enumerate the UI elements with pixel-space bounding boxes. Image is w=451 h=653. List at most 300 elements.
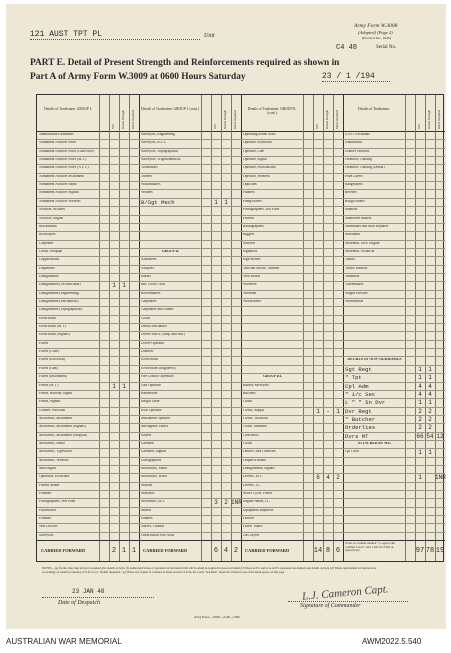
strength-value: 54	[426, 432, 434, 440]
row-divider	[241, 256, 343, 257]
part-e-title: PART E. Detail of Present Strength and Reinforcements required as shown in	[30, 58, 340, 68]
column-header: Details of Tradesmen.	[358, 107, 390, 111]
row-divider	[37, 173, 139, 174]
trade-label: Hills Operator	[141, 408, 162, 412]
row-divider	[343, 206, 445, 207]
trade-label: Painters	[243, 191, 255, 195]
carried-forward-value: 8	[325, 547, 331, 556]
row-divider	[241, 465, 343, 466]
row-divider	[343, 482, 445, 483]
trade-label: Photographers, Wet Plate	[39, 500, 76, 504]
row-divider	[343, 139, 445, 140]
trade-label: " i/c Sec	[345, 391, 376, 398]
row-divider	[139, 281, 241, 282]
trade-label: Coach Trimmers	[243, 425, 268, 429]
strength-value: 1NR	[231, 499, 242, 507]
row-divider	[139, 490, 241, 491]
row-divider	[241, 415, 343, 416]
row-divider	[139, 290, 241, 291]
trade-label: Armament Artificer Wireless	[39, 199, 81, 203]
row-divider	[139, 306, 241, 307]
trade-label: Driver-Operator	[141, 341, 165, 345]
trade-label: Artificer, Engine	[39, 216, 64, 220]
form-number: Army Form W.3008	[354, 23, 398, 29]
trade-label: Mechanics, Instrument (Surgical)	[39, 433, 88, 437]
column-header: Details of Tradesmen. GROUP I.	[44, 107, 92, 111]
trade-label: Operator, Keyboard	[243, 141, 272, 145]
row-divider	[343, 173, 445, 174]
carried-forward-value: 2	[111, 547, 117, 556]
trade-label: Saddlers	[345, 208, 358, 212]
value-column-header: Posted Strength	[121, 110, 125, 129]
trade-label: Operator, Signal	[243, 158, 267, 162]
carried-forward-label: CARRIED FORWARD	[41, 549, 86, 553]
trade-label: Welders	[141, 191, 153, 195]
signature-line	[288, 601, 408, 602]
row-divider	[343, 198, 445, 199]
row-divider	[37, 256, 139, 257]
trade-label: Drivers, I.C.	[243, 483, 261, 487]
trade-label: Photowriter	[39, 508, 56, 512]
strength-value: 2	[336, 474, 340, 482]
row-divider	[343, 457, 445, 458]
trade-label: Cooks	[243, 441, 253, 445]
trade-label: Armament Artificer Fitter	[39, 141, 77, 145]
trade-label: Armourers	[141, 258, 157, 262]
trade-label: Fitters (Gun)	[39, 366, 58, 370]
carried-forward-value: 6	[335, 547, 341, 556]
row-divider	[139, 473, 241, 474]
row-divider	[139, 265, 241, 266]
strength-value: 3	[214, 499, 218, 507]
row-divider	[241, 173, 343, 174]
trade-label: Rough Riders	[345, 199, 365, 203]
trade-label: Armament Artificer Instrument	[39, 174, 84, 178]
trade-label: Fitters (Instrument)	[39, 375, 68, 379]
row-divider	[241, 423, 343, 424]
row-divider	[241, 382, 343, 383]
value-column-header: W.E.	[417, 123, 421, 129]
value-column-header: Reinf. Required	[335, 109, 339, 129]
row-divider	[37, 206, 139, 207]
strength-value: 1	[428, 399, 432, 407]
value-column-header: Reinf. Required	[437, 109, 441, 129]
row-divider	[139, 515, 241, 516]
row-divider	[241, 148, 343, 149]
row-divider	[139, 398, 241, 399]
row-divider	[343, 156, 445, 157]
carried-forward-value: 4	[223, 547, 229, 556]
row-divider	[37, 523, 139, 524]
trade-label: Draughtsmen	[39, 274, 59, 278]
trade-label: Draughtsmen (Mechanical)	[39, 300, 79, 303]
trade-label: Clerks, Supply	[243, 408, 265, 412]
row-divider	[37, 181, 139, 182]
row-divider	[139, 457, 241, 458]
trade-label: Assayers	[141, 266, 154, 270]
trade-label: Surveyors, Topographical	[141, 149, 179, 153]
row-divider	[37, 515, 139, 516]
row-divider	[37, 432, 139, 433]
row-divider	[37, 407, 139, 408]
row-divider	[343, 515, 445, 516]
row-divider	[37, 498, 139, 499]
trade-label: Blacksmiths	[39, 224, 57, 228]
row-divider	[343, 498, 445, 499]
footer-credit: AUSTRALIAN WAR MEMORIAL	[6, 637, 122, 646]
trade-label: Dental Mechanics	[141, 325, 168, 329]
trade-label: Storemen, Tech. Engine	[345, 241, 380, 245]
value-column-header: Posted Strength	[223, 110, 227, 129]
trade-label: Electricians (M.T.)	[39, 325, 67, 329]
row-divider	[343, 148, 445, 149]
printer-imprint: ASQ Press—2269—2/48—10M	[194, 615, 240, 619]
strength-value: 1	[224, 198, 228, 206]
row-divider	[37, 148, 139, 149]
trade-label: Riveters	[345, 191, 357, 195]
trade-label: Draughtsmen, Signals	[243, 467, 275, 470]
strength-value: 1	[418, 474, 422, 482]
row-divider	[139, 348, 241, 349]
trade-label: Concretors	[243, 433, 259, 437]
row-divider	[343, 248, 445, 249]
row-divider	[241, 315, 343, 316]
row-divider	[37, 482, 139, 483]
trade-label: Bkr. Cook's Asst.	[141, 283, 166, 287]
row-divider	[37, 215, 139, 216]
row-divider	[241, 265, 343, 266]
return-date: 23 / 1 /194	[322, 72, 390, 82]
trade-label: Plumber	[39, 492, 52, 496]
trade-label: Storemen, Technical	[345, 249, 375, 253]
commander-signature: L.J. Cameron Capt.	[301, 583, 390, 603]
row-divider	[37, 265, 139, 266]
row-divider	[139, 340, 241, 341]
trade-label: Cooks, Hospital	[39, 249, 63, 253]
row-divider	[139, 365, 241, 366]
trade-label: Riggers	[243, 233, 255, 237]
row-divider	[37, 248, 139, 249]
row-divider	[139, 532, 241, 533]
row-divider	[241, 482, 343, 483]
strength-value: 2	[428, 424, 432, 432]
trade-label: Operator, Wireless	[243, 174, 270, 178]
trade-label: Saddletree makers	[345, 216, 372, 220]
row-divider	[241, 440, 343, 441]
trade-label: Millwrights	[39, 467, 56, 470]
trade-label: Fitters, Signals	[39, 400, 61, 404]
row-divider	[139, 432, 241, 433]
row-divider	[343, 340, 445, 341]
column-header: Details of Tradesmen. GROUP I. (cont.)	[141, 107, 199, 111]
trade-label: B/Sgt Mech	[141, 199, 175, 206]
trade-label: Fitters	[39, 341, 49, 345]
carried-forward-label: CARRIED FORWARD	[143, 549, 188, 553]
trade-label: Machinists, Wood	[141, 475, 167, 479]
carried-forward-value: 19	[435, 547, 445, 556]
trade-label: Fitters (Electrical)	[39, 358, 66, 362]
strength-value: 4	[326, 474, 330, 482]
row-divider	[241, 189, 343, 190]
row-divider	[241, 281, 343, 282]
trade-label: Leather Stitchers	[345, 149, 370, 153]
row-divider	[343, 290, 445, 291]
value-column-header: Posted Strength	[427, 110, 431, 129]
trade-label: Fitters (M.T.)	[39, 383, 59, 387]
row-divider	[241, 231, 343, 232]
trade-label: Watchmakers	[141, 183, 161, 187]
row-divider	[343, 356, 445, 357]
row-divider	[139, 331, 241, 332]
group-heading: GROUP II.	[161, 249, 180, 253]
row-divider	[37, 348, 139, 349]
strength-value: 2	[418, 424, 422, 432]
row-divider	[241, 507, 343, 508]
value-column-header: Reinf. Required	[233, 109, 237, 129]
row-divider	[343, 323, 445, 324]
group-heading: DETAILS OF NON-TRADESMEN	[347, 358, 402, 362]
row-divider	[139, 382, 241, 383]
notes: NOTES.—(a) If rank other than private is required give details on back. (b) Authorised Scales of operation not included in list will be added as required in spaces provided (c) Where A.T.S. and/or A.A.N.S. personnel are desired state details on back. (d) Where replacement not desired note accordingly on return by insertion of N.R. in col. "Reinfs. Required." (e) Where any request of variation is made on back of form, the words "See Back" should be written in one of the blank spaces on this page.	[42, 566, 377, 574]
row-divider	[139, 507, 241, 508]
trade-label: Carpenters and Joiners	[141, 308, 174, 312]
row-divider	[241, 248, 343, 249]
trade-label: Engine Hands, I.C.	[243, 500, 271, 504]
strength-value: 1NR	[435, 474, 446, 482]
row-divider	[139, 240, 241, 241]
row-divider	[241, 323, 343, 324]
trade-label: Surveyors, Engineering	[141, 133, 175, 136]
trade-label: Orderlies, Nursing (Dental)	[345, 166, 385, 170]
trade-label: Surveyors	[39, 533, 54, 537]
value-column-header: W.E.	[111, 123, 115, 129]
row-divider	[37, 423, 139, 424]
row-divider	[343, 523, 445, 524]
row-divider	[139, 156, 241, 157]
row-divider	[343, 231, 445, 232]
trade-label: Drainers	[141, 350, 154, 354]
trade-label: Orderlies, Nursing	[345, 158, 372, 162]
trade-label: Operating Room Assts.	[243, 133, 277, 136]
row-divider	[343, 164, 445, 165]
row-divider	[343, 473, 445, 474]
trade-label: Boilermakers	[141, 291, 161, 295]
trade-label: Carpenters	[141, 300, 157, 303]
row-divider	[343, 348, 445, 349]
trade-label: Ammunition Examiners	[39, 133, 74, 136]
trade-label: Gun Operator	[141, 383, 161, 387]
trade-label: Pattern Maker	[39, 483, 60, 487]
row-divider	[241, 340, 343, 341]
value-column-header: W.E.	[315, 123, 319, 129]
serial-label: Serial No.	[376, 45, 397, 50]
row-divider	[241, 432, 343, 433]
row-divider	[343, 215, 445, 216]
trade-label: Shorthand	[345, 233, 360, 237]
trade-label: Dispatch Riders	[243, 458, 267, 462]
carried-forward-value: 1	[121, 547, 127, 556]
form-sheet	[6, 4, 446, 629]
trade-label: Observation Post Assts.	[141, 533, 176, 537]
trade-label: Clerks, Technical	[243, 416, 269, 420]
row-divider	[37, 415, 139, 416]
row-divider	[343, 306, 445, 307]
value-column-header: Reinf. Required	[131, 109, 135, 129]
trade-label: Machinists, Metal	[141, 467, 167, 470]
trade-label: Intelligence Duties	[141, 425, 169, 429]
strength-value: 1	[112, 282, 116, 290]
trade-label: Photographers, Dry Plate	[243, 208, 280, 212]
totals-note: Totals of columns marked * to agree with columns 5 and 7, and 1 and 10 of Part A, respectively.	[345, 542, 395, 553]
strength-value: 1	[428, 374, 432, 382]
row-divider	[37, 331, 139, 332]
trade-label: Linemen, Signals	[141, 450, 167, 454]
trade-label: Armament Artificer Fitter (A.F.V.)	[39, 166, 89, 170]
row-divider	[37, 156, 139, 157]
trade-label: Gunmasters	[345, 141, 363, 145]
trade-label: Mechanics, Typewriter	[39, 450, 73, 454]
trade-label: Draughtsmen (Topographical)	[39, 308, 83, 312]
despatch-date-label: Date of Despatch	[58, 600, 100, 606]
row-divider	[37, 398, 139, 399]
row-divider	[241, 198, 343, 199]
strength-value: 1	[418, 365, 422, 373]
trade-label: Driver-Mech. (Amp. and Bul.)	[141, 333, 186, 337]
row-divider	[241, 498, 343, 499]
trade-label: Fire Control Operators	[141, 375, 174, 379]
trade-label: Mechanics, Instrument (Signals)	[39, 425, 86, 429]
trade-label: Motor Cycle, Fitters	[243, 492, 273, 496]
row-divider	[343, 532, 445, 533]
row-divider	[139, 139, 241, 140]
row-divider	[37, 340, 139, 341]
trade-label: Coppersmiths	[39, 258, 59, 262]
row-divider	[139, 315, 241, 316]
row-divider	[343, 507, 445, 508]
strength-value: 4	[418, 390, 422, 398]
row-divider	[139, 448, 241, 449]
row-divider	[139, 323, 241, 324]
trade-label: Armament Artificer Fitter (Gun Fitter)	[39, 149, 95, 153]
row-divider	[241, 306, 343, 307]
carried-forward-divider	[37, 540, 445, 541]
row-divider	[343, 223, 445, 224]
row-divider	[241, 331, 343, 332]
row-divider	[241, 448, 343, 449]
despatch-date: 23 JAN 48	[72, 588, 105, 595]
trade-label: Electricians	[141, 358, 158, 362]
row-divider	[241, 290, 343, 291]
row-divider	[139, 407, 241, 408]
row-divider	[37, 323, 139, 324]
trade-label: Grinder, Precision	[39, 408, 66, 412]
trade-label: Valvemakers	[345, 283, 364, 287]
trade-label: Dvr Regt	[345, 408, 372, 415]
column-header: Details of Tradesmen. GROUP II. (cont.)	[247, 107, 297, 115]
row-divider	[37, 315, 139, 316]
value-column-header: Posted Strength	[325, 110, 329, 129]
row-divider	[343, 181, 445, 182]
row-divider	[241, 490, 343, 491]
row-divider	[241, 532, 343, 533]
row-divider	[139, 231, 241, 232]
row-divider	[37, 189, 139, 190]
strength-value: 1	[428, 365, 432, 373]
trade-label: " Butcher	[345, 416, 376, 423]
strength-value: 2	[428, 415, 432, 423]
trade-label: Hairdresser	[141, 391, 158, 395]
row-divider	[37, 390, 139, 391]
row-divider	[139, 390, 241, 391]
trade-label: Linemen	[141, 441, 154, 445]
trade-label: Miners	[141, 508, 152, 512]
trade-label: Battery Surveyors	[243, 383, 270, 387]
row-divider	[37, 240, 139, 241]
row-divider	[241, 298, 343, 299]
row-divider	[241, 164, 343, 165]
row-divider	[37, 473, 139, 474]
trade-label: Wiremen	[243, 291, 257, 295]
trade-label: Sign-writers	[243, 258, 261, 262]
trade-label: Saw Doctors	[39, 525, 58, 529]
row-divider	[139, 415, 241, 416]
row-divider	[241, 398, 343, 399]
strength-value: 12	[436, 432, 444, 440]
row-divider	[139, 181, 241, 182]
row-divider	[139, 206, 241, 207]
row-divider	[241, 515, 343, 516]
strength-value: 1	[214, 198, 218, 206]
trade-label: Bricklayers	[39, 233, 56, 237]
trade-label: Well Borers	[243, 274, 261, 278]
row-divider	[241, 356, 343, 357]
trade-label: Electricians (Engineers)	[141, 366, 176, 370]
row-divider	[343, 331, 445, 332]
trade-label: Draughtsmen (Architectural)	[39, 283, 81, 287]
trade-label: Artificer, Artillery	[39, 208, 66, 212]
trade-label: Cpl Cook	[345, 450, 359, 454]
trade-label: Nurses, Trained	[141, 525, 164, 529]
trade-label: Radiographers	[243, 224, 264, 228]
trade-label: Gas Layers	[243, 533, 260, 537]
trade-label: Turners	[141, 174, 153, 178]
row-divider	[139, 356, 241, 357]
trade-label: Dvrs MT	[345, 433, 369, 440]
row-divider	[37, 139, 139, 140]
carried-forward-value: 14	[313, 547, 323, 556]
carried-forward-value: 6	[213, 547, 219, 556]
strength-value: 4	[418, 382, 422, 390]
row-divider	[343, 240, 445, 241]
strength-value: 2	[418, 415, 422, 423]
trade-label: Draughtsmen (Engineering)	[39, 291, 80, 295]
trade-label: Equipment Repairers	[243, 508, 274, 512]
trade-label: Sgt Regt	[345, 366, 372, 373]
trade-label: Instrument Operator	[141, 416, 171, 420]
trade-label: Mechanics, M.T.	[141, 500, 166, 504]
row-divider	[343, 490, 445, 491]
row-divider	[37, 198, 139, 199]
trade-label: Mechanics, Radio	[39, 441, 65, 445]
row-divider	[241, 223, 343, 224]
carried-forward-value: 2	[233, 547, 239, 556]
trade-label: Telecom Mechs. Number	[243, 266, 280, 270]
row-divider	[37, 356, 139, 357]
trade-label: Painters	[141, 517, 153, 521]
row-divider	[241, 206, 343, 207]
row-divider	[37, 532, 139, 533]
row-divider	[139, 173, 241, 174]
